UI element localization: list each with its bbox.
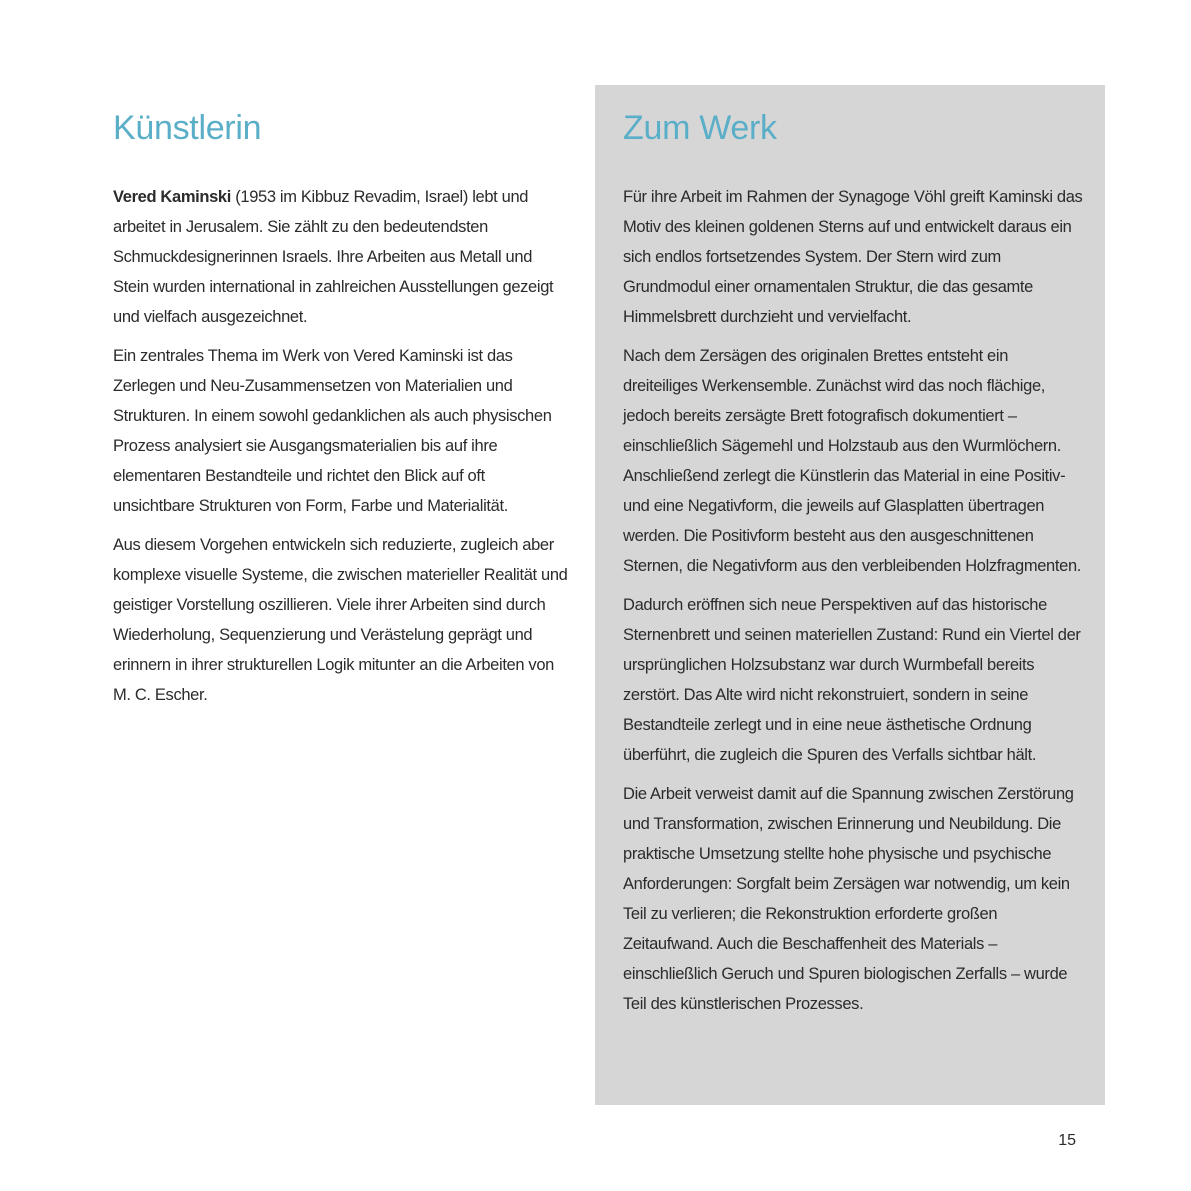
work-paragraph-2: Nach dem Zersägen des originalen Brettes entsteht ein dreiteiliges Werkensemble. Zunächst wird das noch flächige, jedoch bereits zersägte Brett fotografisch dokumentiert – einschließlich Sägemehl und Holzstaub aus den Wurmlöchern. Anschließend zerlegt die Künstlerin das Material in eine Positiv- und eine Negativform, die jeweils auf Glasplatten übertragen werden. Die Positivform besteht aus den ausgeschnittenen Sternen, die Negativform aus den verbleibenden Holzfragmenten. bbox=[623, 347, 1082, 575]
artist-paragraphs bbox=[113, 182, 568, 710]
work-heading: Zum Werk bbox=[623, 109, 777, 147]
work-section bbox=[623, 108, 1083, 1028]
work-paragraph-1: Für ihre Arbeit im Rahmen der Synagoge Vöhl greift Kaminski das Motiv des kleinen goldenen Sterns auf und entwickelt daraus ein sich endlos fortsetzendes System. Der Stern wird zum Grundmodul einer ornamentalen Struktur, die das gesamte Himmelsbrett durchzieht und vervielfacht. bbox=[623, 188, 1083, 326]
work-paragraph-3: Dadurch eröffnen sich neue Perspektiven auf das historische Sternenbrett und seinen materiellen Zustand: Rund ein Viertel der ursprünglichen Holzsubstanz war durch Wurmbefall bereits zerstört. Das Alte wird nicht rekonstruiert, sondern in seine Bestandteile zerlegt und in eine neue ästhetische Ordnung überführt, die zugleich die Spuren des Verfalls sichtbar hält. bbox=[623, 596, 1081, 764]
artist-paragraph-1-text: (1953 im Kibbuz Revadim, Israel) lebt und arbeitet in Jerusalem. Sie zählt zu den bedeutendsten Schmuckdesignerinnen Israels. Ihre Arbeiten aus Metall und Stein wurden international in zahlreichen Ausstellungen gezeigt und vielfach ausgezeichnet. bbox=[113, 188, 554, 326]
artist-name: Vered Kaminski bbox=[113, 188, 231, 206]
page-number: 15 bbox=[1058, 1132, 1076, 1149]
artist-paragraph-3: Aus diesem Vorgehen entwickeln sich reduzierte, zugleich aber komplexe visuelle Systeme, die zwischen materieller Realität und geistiger Vorstellung oszillieren. Viele ihrer Arbeiten sind durch Wiederholung, Sequenzierung und Verästelung geprägt und erinnern in ihrer strukturellen Logik mitunter an die Arbeiten von M. C. Escher. bbox=[113, 536, 568, 704]
work-panel bbox=[595, 85, 1105, 1105]
artist-heading: Künstlerin bbox=[113, 109, 262, 147]
work-paragraph-4: Die Arbeit verweist damit auf die Spannung zwischen Zerstörung und Transformation, zwischen Erinnerung und Neubildung. Die praktische Umsetzung stellte hohe physische und psychische Anforderungen: Sorgfalt beim Zersägen war notwendig, um kein Teil zu verlieren; die Rekonstruktion erforderte großen Zeitaufwand. Auch die Beschaffenheit des Materials – einschließlich Geruch und Spuren biologischen Zerfalls – wurde Teil des künstlerischen Prozesses. bbox=[623, 785, 1074, 1013]
artist-paragraph-1 bbox=[113, 182, 568, 332]
artist-section bbox=[113, 108, 568, 719]
artist-paragraph-2: Ein zentrales Thema im Werk von Vered Kaminski ist das Zerlegen und Neu-Zusammensetzen von Materialien und Strukturen. In einem sowohl gedanklichen als auch physischen Prozess analysiert sie Ausgangsmaterialien bis auf ihre elementaren Bestandteile und richtet den Blick auf oft unsichtbare Strukturen von Form, Farbe und Materialität. bbox=[113, 347, 552, 515]
work-paragraphs bbox=[623, 182, 1083, 1019]
